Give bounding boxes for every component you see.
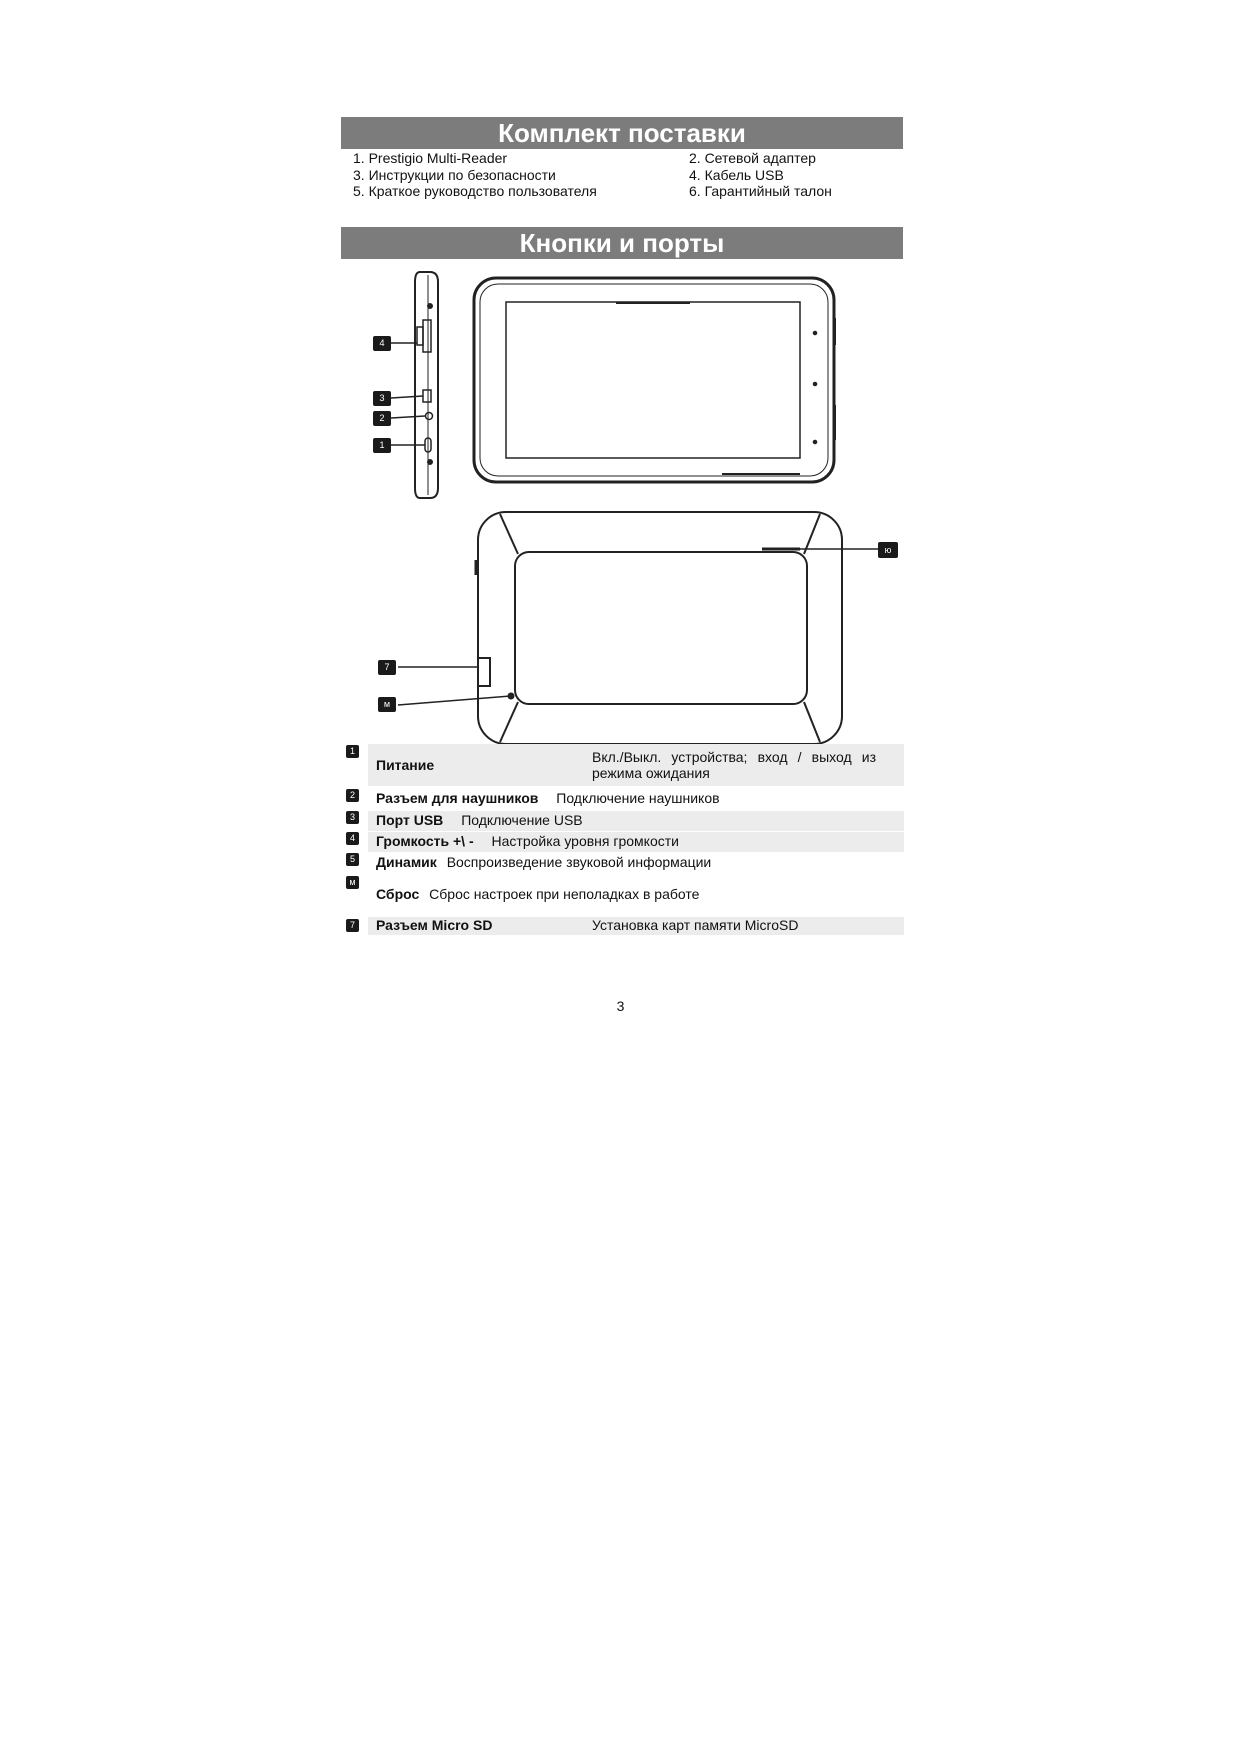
section-title-buttons-ports: Кнопки и порты (341, 227, 903, 259)
feature-description: Вкл./Выкл. устройства; вход / выход из режима ожидания (592, 749, 876, 781)
feature-number: 7 (346, 919, 359, 932)
callout-1: 1 (373, 438, 391, 453)
callout-3: 3 (373, 391, 391, 406)
feature-description: Сброс настроек при неполадках в работе (429, 886, 700, 902)
table-row (368, 789, 904, 809)
feature-name: Сброс (376, 886, 420, 902)
feature-description: Установка карт памяти MicroSD (592, 917, 799, 933)
feature-description: Настройка уровня громкости (491, 833, 679, 849)
table-row (368, 917, 904, 935)
feature-description: Подключение USB (461, 812, 583, 828)
feature-number: 3 (346, 811, 359, 824)
feature-number: м (346, 876, 359, 889)
feature-name: Разъем для наушников (376, 790, 539, 806)
list-item: 1. Prestigio Multi-Reader (353, 150, 508, 166)
callout-7: 7 (378, 660, 396, 675)
table-row (368, 853, 904, 873)
feature-number: 2 (346, 789, 359, 802)
table-row (368, 811, 904, 831)
device-side-view (415, 272, 438, 498)
list-item: 2. Сетевой адаптер (689, 150, 816, 166)
callout-2: 2 (373, 411, 391, 426)
device-diagram (0, 0, 1241, 760)
section-title-contents: Комплект поставки (341, 117, 903, 149)
callout-5: ю (878, 542, 898, 558)
table-row (368, 832, 904, 852)
feature-name: Порт USB (376, 812, 444, 828)
page-number: 3 (616, 998, 625, 1014)
feature-name: Динамик (376, 854, 437, 870)
list-item: 6. Гарантийный талон (689, 183, 832, 199)
table-row (368, 885, 904, 905)
list-item: 3. Инструкции по безопасности (353, 166, 556, 183)
callout-4: 4 (373, 336, 391, 351)
feature-name: Питание (376, 757, 435, 773)
device-front-view (474, 278, 835, 482)
feature-description: Подключение наушников (556, 790, 720, 806)
callout-leader-lines (391, 343, 878, 705)
table-row (368, 744, 904, 786)
feature-number: 1 (346, 745, 359, 758)
list-item: 4. Кабель USB (689, 166, 784, 183)
feature-number: 4 (346, 832, 359, 845)
device-back-view (476, 512, 842, 744)
feature-name: Громкость +\ - (376, 833, 474, 849)
feature-number: 5 (346, 853, 359, 866)
callout-6: м (378, 697, 396, 712)
feature-description: Воспроизведение звуковой информации (446, 854, 712, 870)
feature-name: Разъем Micro SD (376, 917, 493, 933)
list-item: 5. Краткое руководство пользователя (353, 183, 597, 199)
